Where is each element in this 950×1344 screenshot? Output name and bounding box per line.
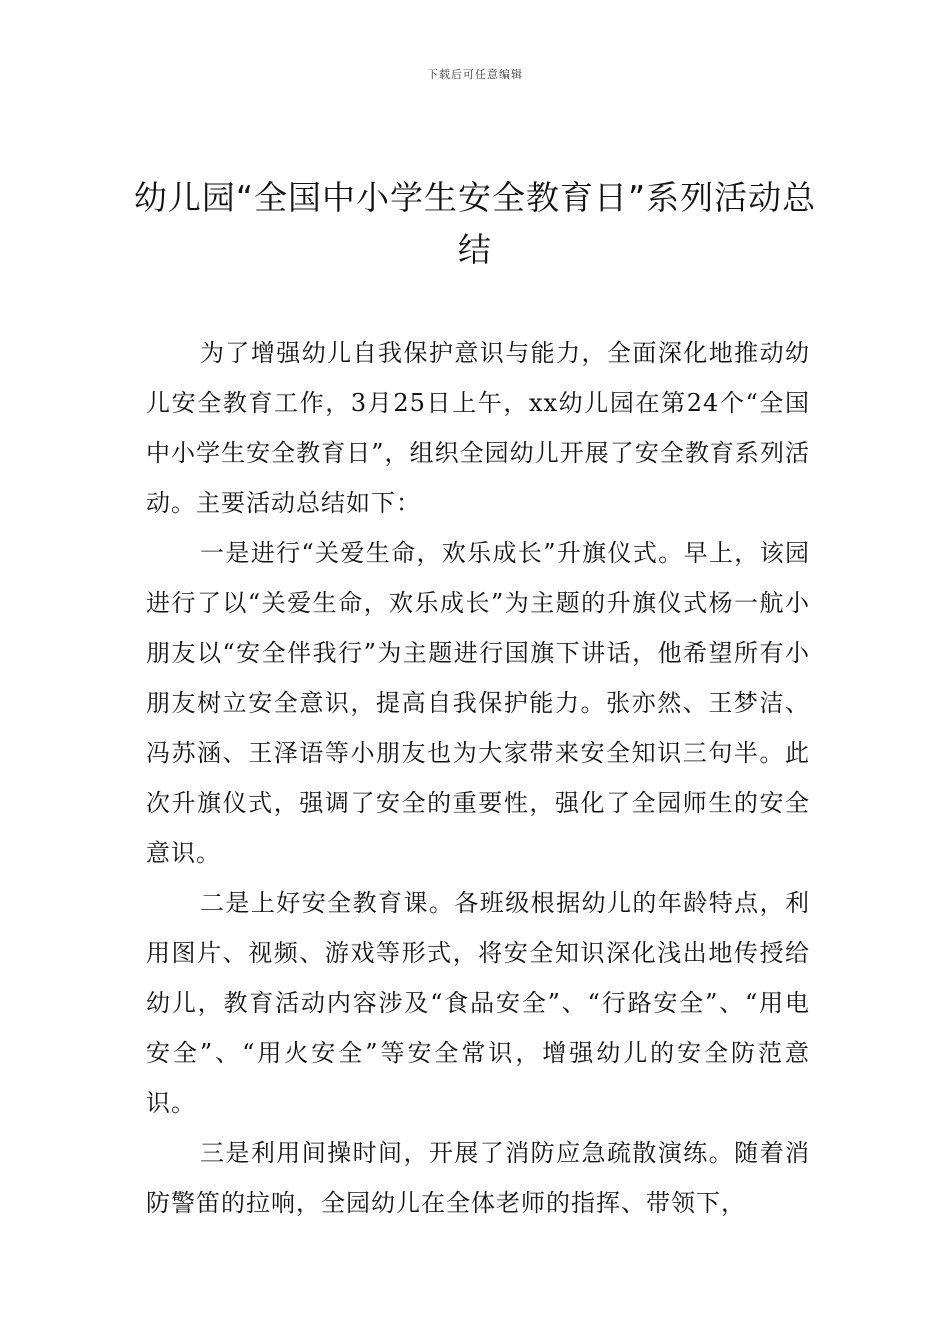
document-title: 幼儿园“全国中小学生安全教育日”系列活动总结 xyxy=(133,178,817,269)
paragraph-safety-class: 二是上好安全教育课。各班级根据幼儿的年龄特点，利用图片、视频、游戏等形式，将安全知识深化浅出地传授给幼儿，教育活动内容涉及“食品安全”、“行路安全”、“用电安全”、“用火安全”等安全常识，增强幼儿的安全防范意识。 xyxy=(146,889,810,1117)
paragraph-fire-drill: 三是利用间操时间，开展了消防应急疏散演练。随着消防警笛的拉响，全园幼儿在全体老师的指挥、带领下， xyxy=(146,1139,810,1217)
header-note: 下载后可任意编辑 xyxy=(427,68,523,81)
paragraph-flag-ceremony: 一是进行“关爱生命，欢乐成长”升旗仪式。早上，该园进行了以“关爱生命，欢乐成长”为主题的升旗仪式杨一航小朋友以“安全伴我行”为主题进行国旗下讲话，他希望所有小朋友树立安全意识，提高自我保护能力。张亦然、王梦洁、冯苏涵、王泽语等小朋友也为大家带来安全知识三句半。此次升旗仪式，强调了安全的重要性，强化了全园师生的安全意识。 xyxy=(146,539,810,867)
document-body xyxy=(146,328,810,1228)
paragraph-intro: 为了增强幼儿自我保护意识与能力，全面深化地推动幼儿安全教育工作，3月25日上午，xx幼儿园在第24个“全国中小学生安全教育日”，组织全园幼儿开展了安全教育系列活动。主要活动总结如下： xyxy=(146,339,810,517)
